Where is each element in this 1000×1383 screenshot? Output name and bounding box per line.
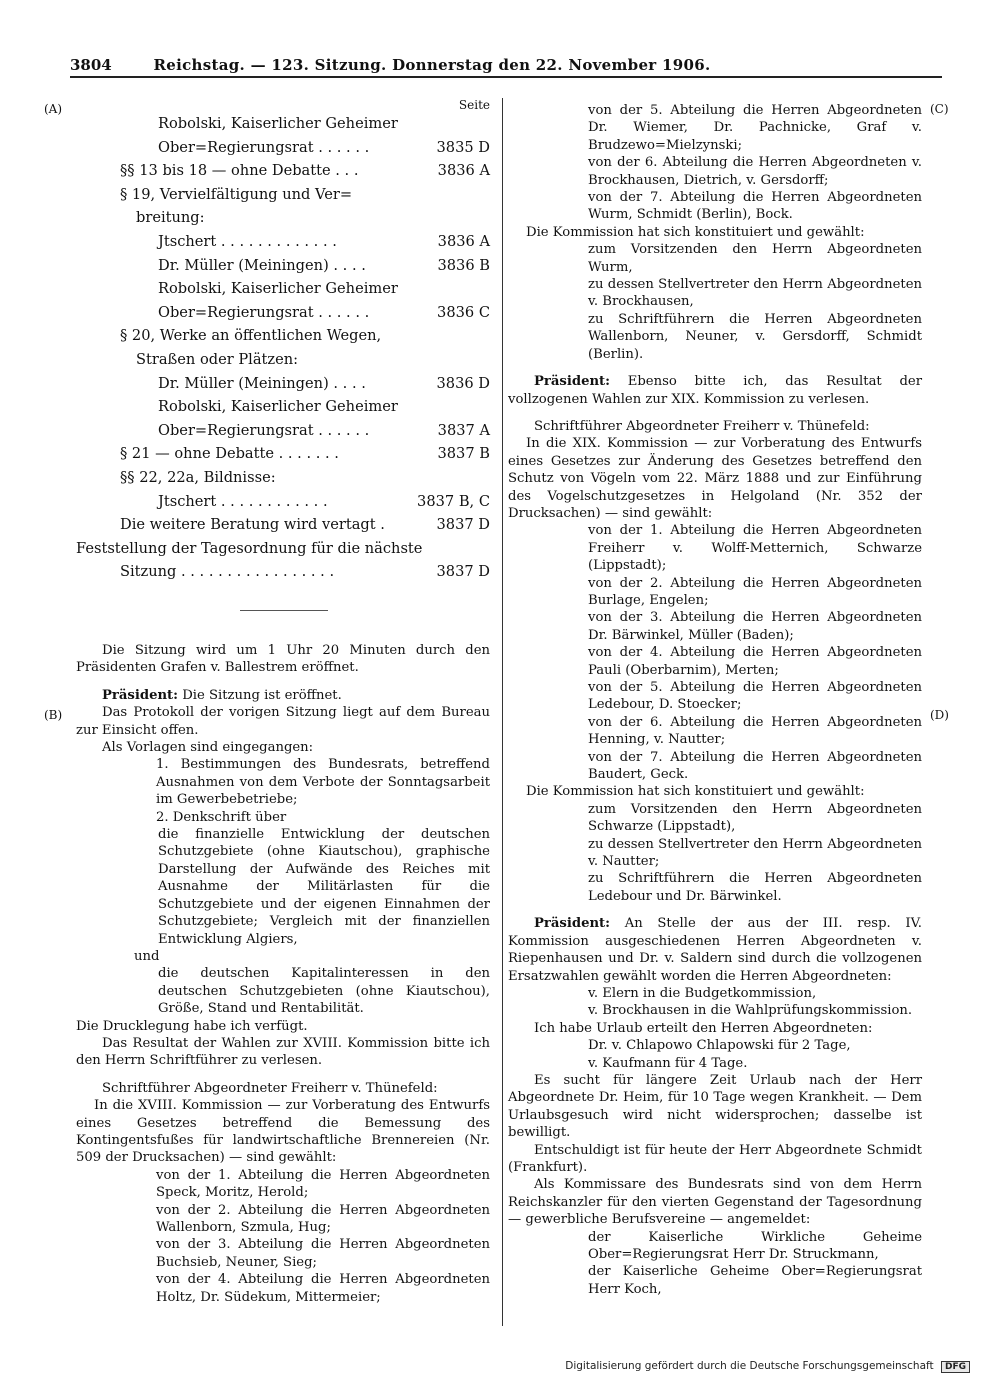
paragraph-text: Die Sitzung ist eröffnet.: [178, 687, 342, 703]
toc-page-ref: 3836 A: [437, 232, 490, 250]
paragraph-text: Das Resultat der Wahlen zur XVIII. Kommission bitte ich den Herrn Schriftführer zu verlesen.: [76, 1035, 490, 1069]
paragraph-text: von der 4. Abteilung die Herren Abgeordneten Holtz, Dr. Südekum, Mittermeier;: [156, 1272, 490, 1305]
paragraph: [508, 985, 922, 1002]
toc-entry-text: Die weitere Beratung wird vertagt .: [120, 516, 385, 534]
paragraph: [508, 1002, 922, 1019]
toc-row: [76, 301, 490, 325]
paragraph-text: der Kaiserliche Geheime Ober=Regierungsrat Herr Koch,: [588, 1264, 922, 1297]
toc-row: [76, 513, 490, 537]
toc-entry-text: § 19, Vervielfältigung und Ver=: [120, 185, 353, 203]
paragraph-text: zum Vorsitzenden den Herrn Abgeordneten Schwarze (Lippstadt),: [588, 801, 922, 835]
toc-page-ref: [484, 324, 490, 348]
paragraph: [76, 1018, 490, 1035]
paragraph: [508, 1055, 922, 1072]
paragraph: [508, 915, 922, 985]
dfg-logo: DFG: [941, 1361, 970, 1373]
toc-entry-text: Dr. Müller (Meiningen) . . . .: [158, 374, 366, 392]
toc-row: [76, 348, 490, 372]
left-column-body: [76, 642, 490, 1306]
paragraph: [508, 836, 922, 871]
toc-entry-text: Ober=Regierungsrat . . . . . .: [158, 303, 370, 321]
paragraph: [76, 1236, 490, 1271]
paragraph-text: v. Brockhausen in die Wahlprüfungskommission.: [588, 1003, 913, 1019]
paragraph: [76, 1167, 490, 1202]
paragraph-text: von der 7. Abteilung die Herren Abgeordneten Baudert, Geck.: [588, 749, 922, 783]
toc-page-ref: [484, 206, 490, 230]
paragraph: [508, 679, 922, 714]
toc-row: [76, 230, 490, 254]
paragraph: [76, 642, 490, 677]
footer-text: Digitalisierung gefördert durch die Deutsche Forschungsgemeinschaft: [565, 1360, 934, 1372]
toc-entry-text: Robolski, Kaiserlicher Geheimer: [158, 398, 398, 416]
paragraph: [508, 102, 922, 154]
paragraph: [76, 687, 490, 704]
speaker-label: Präsident:: [102, 687, 179, 703]
paragraph: [76, 739, 490, 756]
paragraph: [76, 1097, 490, 1167]
toc-entry-text: Jtschert . . . . . . . . . . . .: [158, 492, 328, 510]
paragraph: [508, 1142, 922, 1177]
paragraph-text: Es sucht für längere Zeit Urlaub nach der Herr Abgeordnete Dr. Heim, für 10 Tage wegen Krankheit. — Dem Urlaubsgesuch wird nicht widersprochen; dasselbe ist bewilligt.: [508, 1072, 922, 1141]
paragraph: [508, 1229, 922, 1264]
paragraph: [76, 1035, 490, 1070]
page-number: 3804: [70, 56, 112, 74]
paragraph-text: An Stelle der aus der III. resp. IV. Kommission ausgeschiedenen Herren Abgeordneten v. Riepenhausen und Dr. v. Saldern sind durch die vollzogenen Ersatzwahlen gewählt worden die Herren Abgeordneten:: [508, 916, 922, 984]
paragraph: [508, 749, 922, 784]
paragraph: [76, 1080, 490, 1097]
table-of-contents: [76, 98, 490, 584]
toc-row: [76, 324, 490, 348]
toc-row: [76, 490, 490, 514]
paragraph-text: von der 2. Abteilung die Herren Abgeordneten Burlage, Engelen;: [588, 575, 922, 608]
paragraph-text: von der 2. Abteilung die Herren Abgeordneten Wallenborn, Szmula, Hug;: [156, 1202, 490, 1235]
toc-row: [76, 419, 490, 443]
toc-entry-text: § 21 — ohne Debatte . . . . . . .: [120, 445, 339, 463]
paragraph: [508, 644, 922, 679]
paragraph-text: Die Kommission hat sich konstituiert und gewählt:: [526, 224, 865, 240]
paragraph-text: Entschuldigt ist für heute der Herr Abgeordnete Schmidt (Frankfurt).: [508, 1142, 922, 1175]
toc-page-ref: 3836 A: [437, 162, 490, 180]
speaker-label: Präsident:: [534, 916, 611, 932]
paragraph: [508, 224, 922, 241]
paragraph: [76, 704, 490, 739]
paragraph: [508, 311, 922, 363]
paragraph-text: von der 6. Abteilung die Herren Abgeordneten Henning, v. Nautter;: [588, 714, 922, 748]
paragraph-text: zu Schriftführern die Herren Abgeordneten Wallenborn, Neuner, v. Gersdorff, Schmidt (Berlin).: [588, 311, 922, 362]
paragraph: [508, 1037, 922, 1054]
paragraph-gap: [508, 408, 922, 418]
paragraph: [508, 154, 922, 189]
margin-mark-b: (B): [44, 708, 63, 722]
paragraph: [508, 189, 922, 224]
toc-page-ref: 3837 D: [436, 516, 490, 534]
paragraph-text: Die Kommission hat sich konstituiert und gewählt:: [526, 784, 865, 800]
paragraph-text: Dr. v. Chlapowo Chlapowski für 2 Tage,: [588, 1038, 851, 1054]
paragraph: [76, 826, 490, 948]
paragraph-text: zum Vorsitzenden den Herrn Abgeordneten Wurm,: [588, 242, 922, 275]
toc-entry-text: Robolski, Kaiserlicher Geheimer: [158, 280, 398, 298]
toc-page-ref: [484, 348, 490, 372]
toc-page-ref: [484, 466, 490, 490]
toc-page-ref: [484, 183, 490, 207]
paragraph: [508, 870, 922, 905]
paragraph: [76, 756, 490, 808]
paragraph-text: Das Protokoll der vorigen Sitzung liegt auf dem Bureau zur Einsicht offen.: [76, 705, 490, 738]
paragraph-text: Ebenso bitte ich, das Resultat der vollzogenen Wahlen zur XIX. Kommission zu verlesen.: [508, 374, 922, 407]
toc-row: [76, 442, 490, 466]
paragraph-text: v. Kaufmann für 4 Tage.: [588, 1055, 748, 1071]
toc-row: [76, 159, 490, 183]
paragraph: [76, 965, 490, 1017]
paragraph: [508, 714, 922, 749]
paragraph-text: Schriftführer Abgeordneter Freiherr v. Thünefeld:: [534, 418, 870, 434]
toc-entry-text: §§ 22, 22a, Bildnisse:: [120, 468, 276, 486]
paragraph-text: und: [134, 948, 160, 964]
toc-entry-text: breitung:: [136, 209, 205, 227]
paragraph-text: zu Schriftführern die Herren Abgeordneten Ledebour und Dr. Bärwinkel.: [588, 871, 922, 904]
paragraph: [508, 783, 922, 800]
paragraph-text: Ich habe Urlaub erteilt den Herren Abgeordneten:: [534, 1020, 873, 1036]
toc-row: [76, 136, 490, 160]
toc-page-ref: 3837 D: [436, 563, 490, 581]
paragraph-text: von der 3. Abteilung die Herren Abgeordneten Dr. Bärwinkel, Müller (Baden);: [588, 610, 922, 643]
column-separator: [502, 98, 503, 1326]
toc-entry-text: Feststellung der Tagesordnung für die nächste: [76, 539, 423, 557]
toc-page-ref: 3837 A: [437, 421, 490, 439]
toc-page-ref: 3835 D: [436, 138, 490, 156]
toc-row: [76, 206, 490, 230]
paragraph-gap: [76, 1070, 490, 1080]
toc-entry-text: Ober=Regierungsrat . . . . . .: [158, 138, 370, 156]
toc-page-ref: [484, 537, 490, 561]
toc-page-ref: 3836 B: [437, 256, 490, 274]
paragraph-gap: [76, 677, 490, 687]
paragraph-text: Schriftführer Abgeordneter Freiherr v. Thünefeld:: [102, 1080, 438, 1096]
toc-entry-text: Dr. Müller (Meiningen) . . . .: [158, 256, 366, 274]
paragraph-text: In die XVIII. Kommission — zur Vorberatung des Entwurfs eines Gesetzes betreffend die Bemessung des Kontingentsfußes für landwirtschaftliche Brennereien (Nr. 509 der Drucksachen) — sind gewählt:: [76, 1098, 490, 1166]
toc-page-ref: [484, 277, 490, 301]
toc-entry-text: Straßen oder Plätzen:: [136, 350, 299, 368]
toc-entry-text: Robolski, Kaiserlicher Geheimer: [158, 115, 398, 132]
toc-row: [76, 183, 490, 207]
paragraph: [76, 1271, 490, 1306]
margin-mark-d: (D): [930, 708, 949, 722]
paragraph: [76, 948, 490, 965]
paragraph-text: Als Vorlagen sind eingegangen:: [102, 740, 314, 756]
paragraph-text: von der 5. Abteilung die Herren Abgeordneten Dr. Wiemer, Dr. Pachnicke, Graf v. Brudzewo=Mielzynski;: [588, 103, 922, 153]
toc-page-ref: 3837 B, C: [417, 492, 490, 510]
running-header: Reichstag. — 123. Sitzung. Donnerstag den 22. November 1906.: [153, 56, 711, 74]
right-column-body: [508, 102, 922, 1298]
paragraph-text: die deutschen Kapitalinteressen in den deutschen Schutzgebieten (ohne Kiautschou), Größe, Stand und Rentabilität.: [158, 966, 490, 1017]
paragraph: [508, 575, 922, 610]
toc-entry-text: Ober=Regierungsrat . . . . . .: [158, 421, 370, 439]
paragraph-text: zu dessen Stellvertreter den Herrn Abgeordneten v. Brockhausen,: [588, 277, 922, 310]
seite-label: Seite: [458, 98, 490, 112]
paragraph-text: von der 7. Abteilung die Herren Abgeordneten Wurm, Schmidt (Berlin), Bock.: [588, 190, 922, 223]
margin-mark-c: (C): [930, 102, 949, 116]
paragraph-text: der Kaiserliche Wirkliche Geheime Ober=Regierungsrat Herr Dr. Struckmann,: [588, 1229, 922, 1262]
paragraph-gap: [508, 363, 922, 373]
paragraph: [508, 435, 922, 522]
section-divider: [240, 610, 328, 611]
paragraph: [508, 1263, 922, 1298]
toc-page-ref: 3836 C: [437, 303, 490, 321]
paragraph-text: zu dessen Stellvertreter den Herrn Abgeordneten v. Nautter;: [588, 836, 922, 870]
paragraph-text: von der 3. Abteilung die Herren Abgeordneten Buchsieb, Neuner, Sieg;: [156, 1237, 490, 1270]
paragraph-text: In die XIX. Kommission — zur Vorberatung des Entwurfs eines Gesetzes zur Änderung des Gesetzes betreffend den Schutz von Vögeln vom 22. März 1888 und zur Einführung des Vogelschutzgesetzes in Helgoland (Nr. 352 der Drucksachen) — sind gewählt:: [508, 436, 922, 521]
paragraph: [508, 418, 922, 435]
paragraph: [508, 609, 922, 644]
toc-row: [76, 112, 490, 136]
toc-row: [76, 254, 490, 278]
speaker-label: Präsident:: [534, 374, 611, 390]
toc-page-ref: 3836 D: [436, 374, 490, 392]
paragraph: [508, 1020, 922, 1037]
toc-row: [76, 372, 490, 396]
paragraph: [508, 1176, 922, 1228]
paragraph-text: Als Kommissare des Bundesrats sind von dem Herrn Reichskanzler für den vierten Gegenstand der Tagesordnung — gewerbliche Berufsvereine — angemeldet:: [508, 1177, 922, 1228]
paragraph-text: Die Sitzung wird um 1 Uhr 20 Minuten durch den Präsidenten Grafen v. Ballestrem eröffnet.: [76, 643, 490, 676]
margin-mark-a: (A): [44, 102, 63, 116]
paragraph: [508, 276, 922, 311]
paragraph-text: von der 4. Abteilung die Herren Abgeordneten Pauli (Oberbarnim), Merten;: [588, 645, 922, 678]
toc-entry-text: §§ 13 bis 18 — ohne Debatte . . .: [120, 162, 359, 180]
paragraph: [508, 1072, 922, 1142]
paragraph-text: v. Elern in die Budgetkommission,: [588, 985, 817, 1001]
toc-page-ref: 3837 B: [437, 445, 490, 463]
paragraph-text: 1. Bestimmungen des Bundesrats, betreffend Ausnahmen von dem Verbote der Sonntagsarbeit im Gewerbebetriebe;: [156, 757, 490, 808]
paragraph: [76, 1202, 490, 1237]
toc-page-ref: [484, 395, 490, 419]
paragraph: [76, 809, 490, 826]
paragraph-text: von der 1. Abteilung die Herren Abgeordneten Speck, Moritz, Herold;: [156, 1167, 490, 1201]
toc-row: [76, 277, 490, 301]
toc-entry-text: § 20, Werke an öffentlichen Wegen,: [120, 327, 382, 345]
paragraph-text: die finanzielle Entwicklung der deutschen Schutzgebiete (ohne Kiautschou), graphische Darstellung der Aufwände des Reiches mit Ausnahme der Militärlasten für die Schutzgebiete und der eigenen Einnahmen der Schutzgebiete; Vergleich mit der finanziellen Entwicklung Algiers,: [158, 827, 490, 947]
paragraph-gap: [508, 905, 922, 915]
toc-row: [76, 395, 490, 419]
toc-entry-text: Sitzung . . . . . . . . . . . . . . . . .: [120, 563, 335, 581]
toc-entry-text: Jtschert . . . . . . . . . . . . .: [158, 232, 337, 250]
paragraph: [508, 522, 922, 574]
paragraph: [508, 241, 922, 276]
toc-row: [76, 537, 490, 561]
footer-credit: [560, 1360, 970, 1373]
paragraph: [508, 801, 922, 836]
paragraph: [508, 373, 922, 408]
paragraph-text: von der 6. Abteilung die Herren Abgeordneten v. Brockhausen, Dietrich, v. Gersdorff;: [588, 155, 922, 188]
paragraph-text: von der 5. Abteilung die Herren Abgeordneten Ledebour, D. Stoecker;: [588, 680, 922, 713]
paragraph-text: 2. Denkschrift über: [156, 809, 287, 825]
header-rule: [70, 76, 942, 78]
toc-page-ref: [484, 112, 490, 136]
toc-row: [76, 560, 490, 584]
paragraph-text: von der 1. Abteilung die Herren Abgeordneten Freiherr v. Wolff-Metternich, Schwarze (Lippstadt);: [588, 523, 922, 574]
paragraph-text: Die Drucklegung habe ich verfügt.: [76, 1018, 308, 1034]
toc-row: [76, 466, 490, 490]
